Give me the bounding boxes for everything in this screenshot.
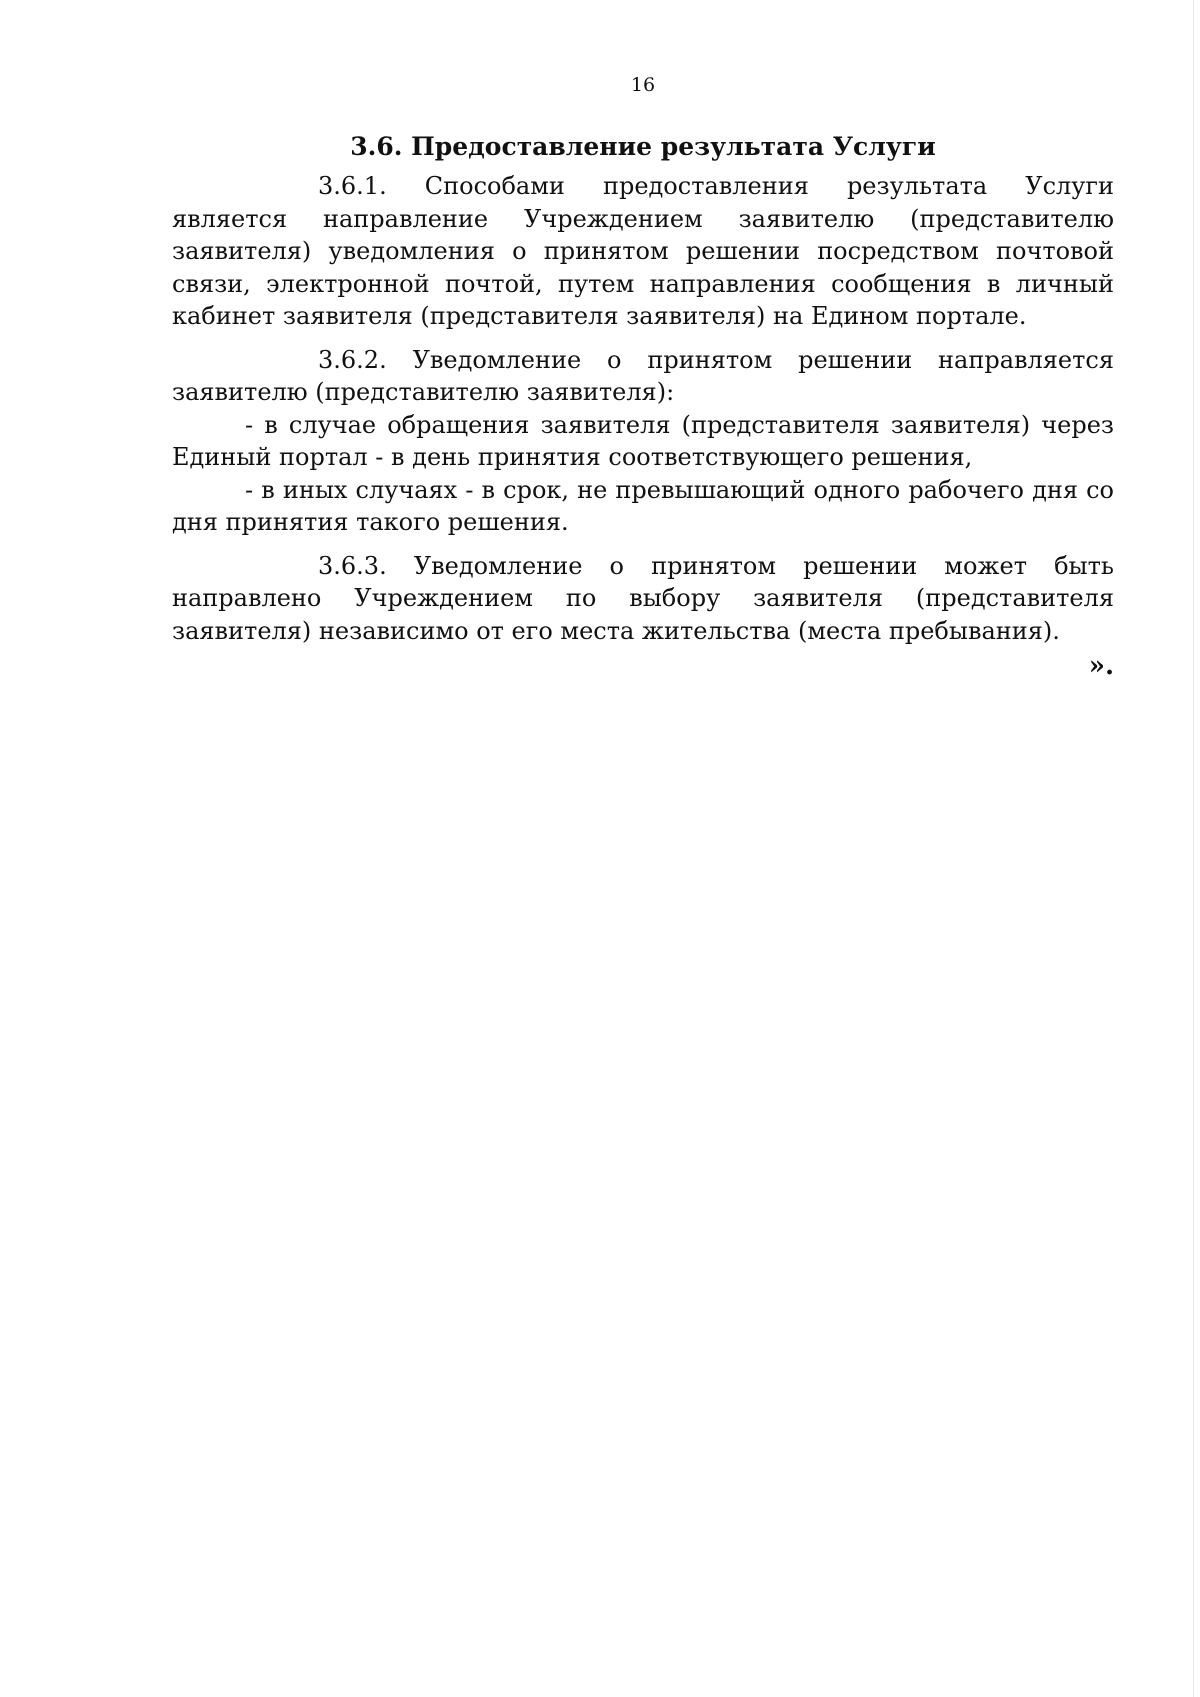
paragraph-text: Уведомление о принятом решении может быть направлено Учреждением по выбору заявителя (представителя заявителя) независимо от его места жительства (места пребывания). xyxy=(172,551,1114,645)
paragraph-number: 3.6.1. xyxy=(318,172,387,200)
paragraph-3-6-3 xyxy=(172,550,1114,648)
section-heading: 3.6. Предоставление результата Услуги xyxy=(350,132,936,161)
document-body xyxy=(172,130,1114,682)
paragraph-number: 3.6.3. xyxy=(318,551,387,580)
paragraph-3-6-2 xyxy=(172,344,1114,409)
paragraph-3-6-1 xyxy=(172,170,1114,333)
list-item-other-cases xyxy=(172,474,1114,539)
list-item-text: - в случае обращения заявителя (представителя заявителя) через Единый портал - в день принятия соответствующего решения, xyxy=(172,410,1114,471)
closing-quote-mark: ». xyxy=(1088,651,1114,681)
list-item-portal xyxy=(172,409,1114,474)
paragraph-text: Способами предоставления результата Услуги является направление Учреждением заявителю (представителю заявителя) уведомления о принятом решении посредством почтовой связи, электронной почтой, путем направления сообщения в личный кабинет заявителя (представителя заявителя) на Едином портале. xyxy=(172,172,1114,330)
page-number: 16 xyxy=(630,74,656,96)
paragraph-text: Уведомление о принятом решении направляется заявителю (представителю заявителя): xyxy=(172,345,1114,406)
paragraph-number: 3.6.2. xyxy=(318,345,387,374)
list-item-text: - в иных случаях - в срок, не превышающий одного рабочего дня со дня принятия такого решения. xyxy=(172,475,1114,536)
page-edge-line xyxy=(1193,0,1194,1697)
